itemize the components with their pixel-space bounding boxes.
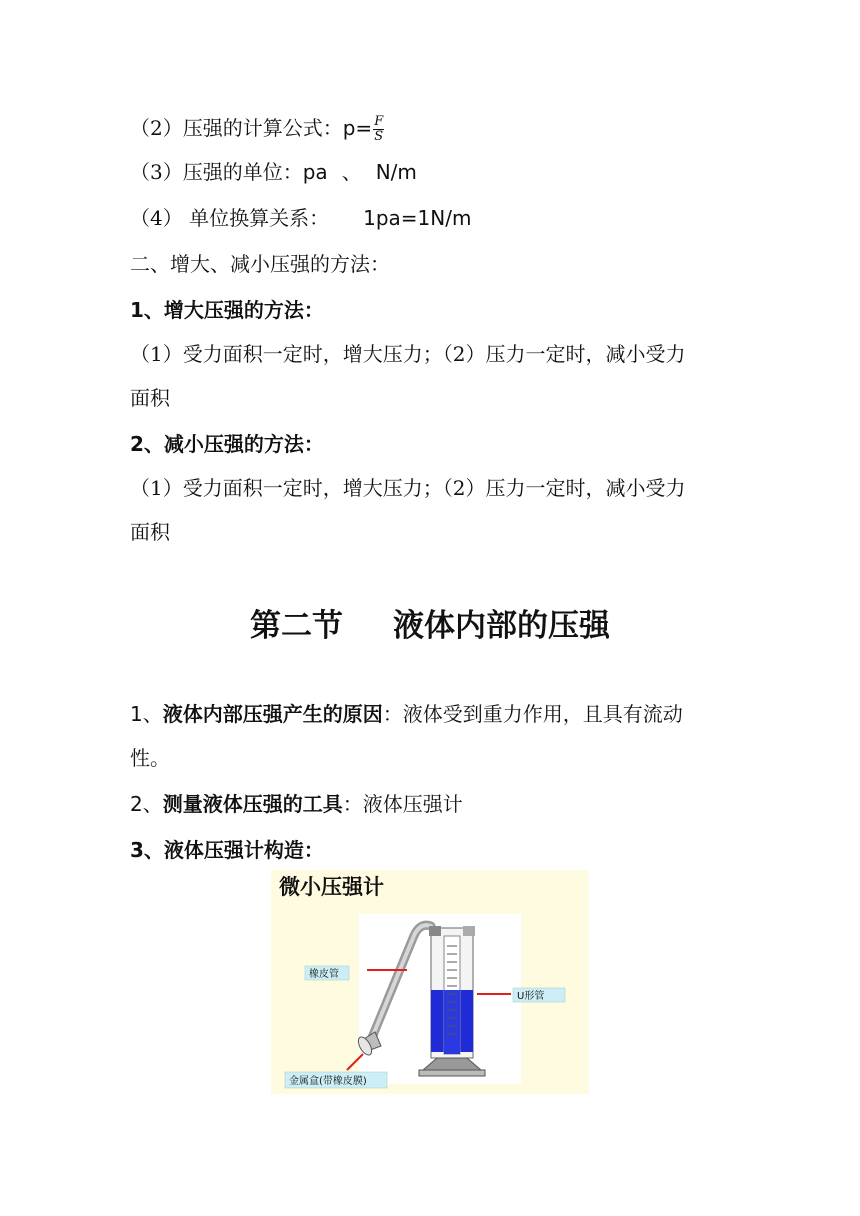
label-u-tube: U形管 xyxy=(517,991,545,1002)
cause-line2: 性。 xyxy=(130,746,170,770)
chapter-number: 第二节 xyxy=(250,608,343,644)
tool-term: 测量液体压强的工具 xyxy=(162,792,343,816)
structure-heading: 3、液体压强计构造： xyxy=(130,838,324,862)
decrease-heading: 2、减小压强的方法： xyxy=(130,432,324,456)
unit-separator: 、 xyxy=(341,160,362,184)
unit-label: （3）压强的单位： xyxy=(130,160,303,184)
increase-heading: 1、增大压强的方法： xyxy=(130,298,324,322)
conversion-label: （4） 单位换算关系： xyxy=(130,206,330,230)
tool-text: ：液体压强计 xyxy=(342,792,463,816)
cause-line xyxy=(130,700,683,728)
decrease-line2: 面积 xyxy=(130,520,170,544)
cause-number: 1、 xyxy=(130,702,163,726)
unit-line xyxy=(130,158,417,186)
formula-prefix: p= xyxy=(342,116,373,140)
tool-line xyxy=(130,790,463,818)
formula-line xyxy=(130,114,384,144)
chapter-name: 液体内部的压强 xyxy=(393,608,610,644)
label-metal-box: 金属盒(带橡皮膜) xyxy=(289,1076,367,1087)
decrease-line1: （1）受力面积一定时，增大压力；（2）压力一定时，减小受力 xyxy=(130,476,686,500)
conversion-line xyxy=(130,204,471,232)
formula-label: （2）压强的计算公式： xyxy=(130,116,343,140)
increase-line2: 面积 xyxy=(130,386,170,410)
fraction-denominator: S xyxy=(374,129,384,144)
chapter-title xyxy=(0,600,860,645)
unit-b: N/m xyxy=(375,160,417,184)
formula-fraction xyxy=(373,115,384,144)
section2-heading: 二、增大、减小压强的方法： xyxy=(130,252,390,276)
cause-text: ：液体受到重力作用，且具有流动 xyxy=(382,702,683,726)
increase-line1: （1）受力面积一定时，增大压力；（2）压力一定时，减小受力 xyxy=(130,342,686,366)
unit-a: pa xyxy=(302,160,328,184)
figure-title: 微小压强计 xyxy=(279,875,384,899)
pressure-gauge-figure xyxy=(271,870,589,1094)
fraction-numerator: F xyxy=(374,114,384,129)
conversion-value: 1pa=1N/m xyxy=(363,206,472,230)
tool-number: 2、 xyxy=(130,792,163,816)
label-rubber-tube: 橡皮管 xyxy=(309,969,339,980)
cause-term: 液体内部压强产生的原因 xyxy=(162,702,383,726)
